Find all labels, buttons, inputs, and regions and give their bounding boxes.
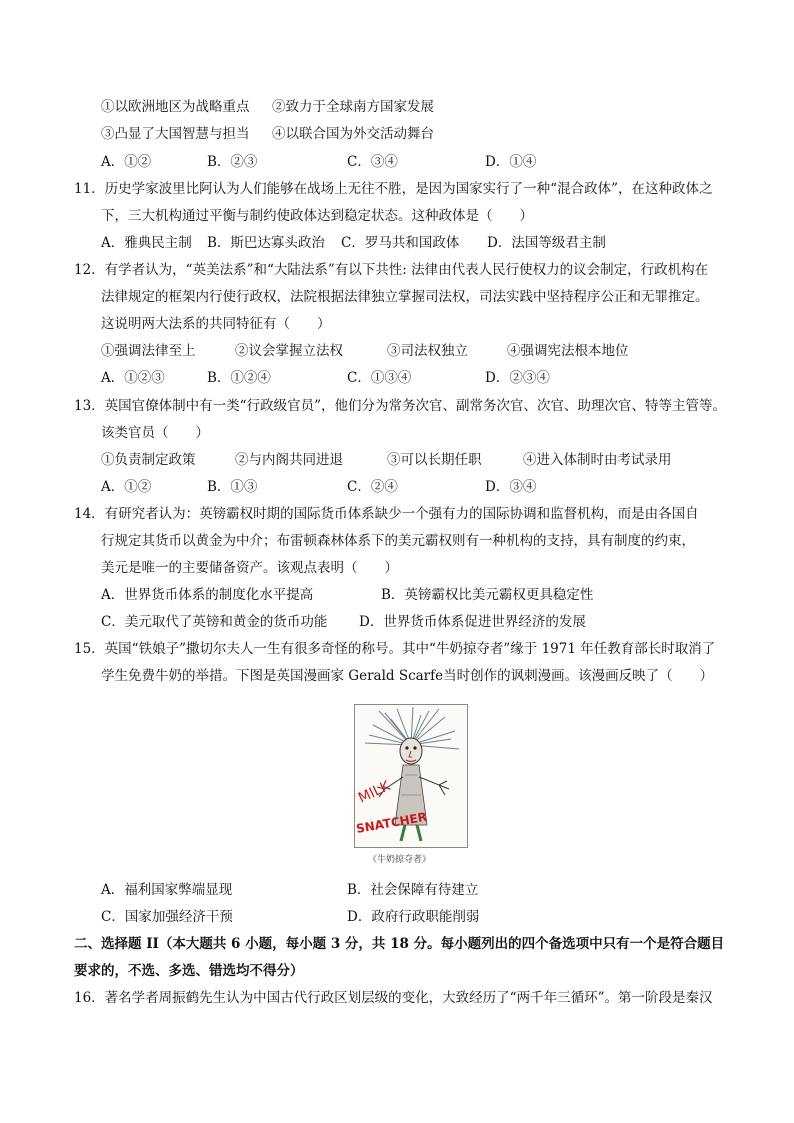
- q12-item-3: ③司法权独立: [387, 343, 468, 359]
- q13-stem-line-1: 13．英国官僚体制中有一类“行政级官员”，他们分为常务次官、副常务次官、次官、助理次官、特等主管等。: [74, 398, 726, 414]
- q11-stem-line-2: 下，三大机构通过平衡与制约使政体达到稳定状态。这种政体是（ ）: [101, 208, 533, 224]
- q14-option-a[interactable]: A．世界货币体系的制度化水平提高: [101, 587, 314, 603]
- q15-option-c[interactable]: C．国家加强经济干预: [101, 909, 233, 925]
- q15-stem-line-2: 学生免费牛奶的举措。下图是英国漫画家 Gerald Scarfe当时创作的讽刺漫画。该漫画反映了（ ）: [101, 668, 714, 684]
- q11-stem-line-1: 11．历史学家波里比阿认为人们能够在战场上无往不胜，是因为国家实行了一种“混合政体”，在这种政体之: [74, 181, 713, 197]
- q14-stem-line-1: 14．有研究者认为：英镑霸权时期的国际货币体系缺少一个强有力的国际协调和监督机构，而是由各国自: [74, 506, 699, 522]
- q13-option-a[interactable]: A．①②: [101, 479, 152, 495]
- q16-stem-line-1: 16．著名学者周振鹤先生认为中国古代行政区划层级的变化，大致经历了“两千年三循环”。第一阶段是秦汉: [74, 990, 713, 1006]
- q11-option-c[interactable]: C．罗马共和国政体: [341, 235, 460, 251]
- q12-option-d[interactable]: D．②③④: [485, 370, 550, 386]
- section-2-heading-line-2: 要求的，不选、多选、错选均不得分）: [74, 963, 304, 979]
- svg-text:MILK: MILK: [355, 778, 393, 807]
- q14-option-c[interactable]: C．美元取代了英镑和黄金的货币功能: [101, 614, 328, 630]
- q10-item-2: ②致力于全球南方国家发展: [272, 99, 434, 115]
- q12-item-4: ④强调宪法根本地位: [507, 343, 629, 359]
- q15-stem-line-1: 15．英国“铁娘子”撒切尔夫人一生有很多奇怪的称号。其中“牛奶掠夺者”缘于 1971 年任教育部长时取消了: [74, 641, 716, 657]
- q14-stem-line-2: 行规定其货币以黄金为中介；布雷顿森林体系下的美元霸权则有一种机构的支持，具有制度的约束，: [101, 533, 695, 549]
- q13-option-b[interactable]: B．①③: [207, 479, 258, 495]
- q12-stem-line-1: 12．有学者认为，“英美法系”和“大陆法系”有以下共性: 法律由代表人民行使权力的议会制定，行政机构在: [74, 262, 709, 278]
- q13-item-4: ④进入体制时由考试录用: [523, 452, 672, 468]
- q11-option-b[interactable]: B．斯巴达寡头政治: [207, 235, 325, 251]
- milk-snatcher-cartoon: [354, 704, 468, 848]
- q10-item-3: ③凸显了大国智慧与担当: [101, 126, 250, 142]
- q12-option-c[interactable]: C．①③④: [347, 370, 412, 386]
- q12-option-a[interactable]: A．①②③: [101, 370, 165, 386]
- q13-option-d[interactable]: D．③④: [485, 479, 537, 495]
- q10-option-b[interactable]: B．②③: [207, 154, 258, 170]
- q14-option-b[interactable]: B．英镑霸权比美元霸权更具稳定性: [381, 587, 594, 603]
- q14-option-d[interactable]: D．世界货币体系促进世界经济的发展: [359, 614, 586, 630]
- q12-stem-line-2: 法律规定的框架内行使行政权，法院根据法律独立掌握司法权，司法实践中坚持程序公正和无罪推定。: [101, 289, 709, 305]
- q10-item-1: ①以欧洲地区为战略重点: [101, 99, 250, 115]
- q10-option-c[interactable]: C．③④: [347, 154, 398, 170]
- q11-option-d[interactable]: D．法国等级君主制: [487, 235, 606, 251]
- cartoon-illustration: [355, 705, 467, 847]
- q13-stem-line-2: 该类官员（ ）: [101, 425, 209, 441]
- q10-option-a[interactable]: A．①②: [101, 154, 152, 170]
- q12-option-b[interactable]: B．①②④: [207, 370, 271, 386]
- q15-option-b[interactable]: B．社会保障有待建立: [347, 882, 479, 898]
- q13-option-c[interactable]: C．②④: [347, 479, 398, 495]
- section-2-heading-line-1: 二、选择题 II（本大题共 6 小题，每小题 3 分，共 18 分。每小题列出的四个备选项中只有一个是符合题目: [74, 936, 725, 952]
- svg-text:SNATCHER: SNATCHER: [355, 809, 428, 836]
- q15-option-a[interactable]: A．福利国家弊端显现: [101, 882, 233, 898]
- q13-item-2: ②与内阁共同进退: [235, 452, 343, 468]
- figure-caption: 《牛奶掠夺者》: [368, 855, 432, 865]
- q13-item-3: ③可以长期任职: [387, 452, 482, 468]
- q12-item-1: ①强调法律至上: [101, 343, 196, 359]
- q12-item-2: ②议会掌握立法权: [235, 343, 343, 359]
- q12-stem-line-3: 这说明两大法系的共同特征有（ ）: [101, 316, 331, 332]
- q10-option-d[interactable]: D．①④: [485, 154, 537, 170]
- q15-option-d[interactable]: D．政府行政职能削弱: [347, 909, 480, 925]
- q14-stem-line-3: 美元是唯一的主要储备资产。该观点表明（ ）: [101, 560, 398, 576]
- q10-item-4: ④以联合国为外交活动舞台: [272, 126, 434, 142]
- q11-option-a[interactable]: A．雅典民主制: [101, 235, 192, 251]
- q13-item-1: ①负责制定政策: [101, 452, 196, 468]
